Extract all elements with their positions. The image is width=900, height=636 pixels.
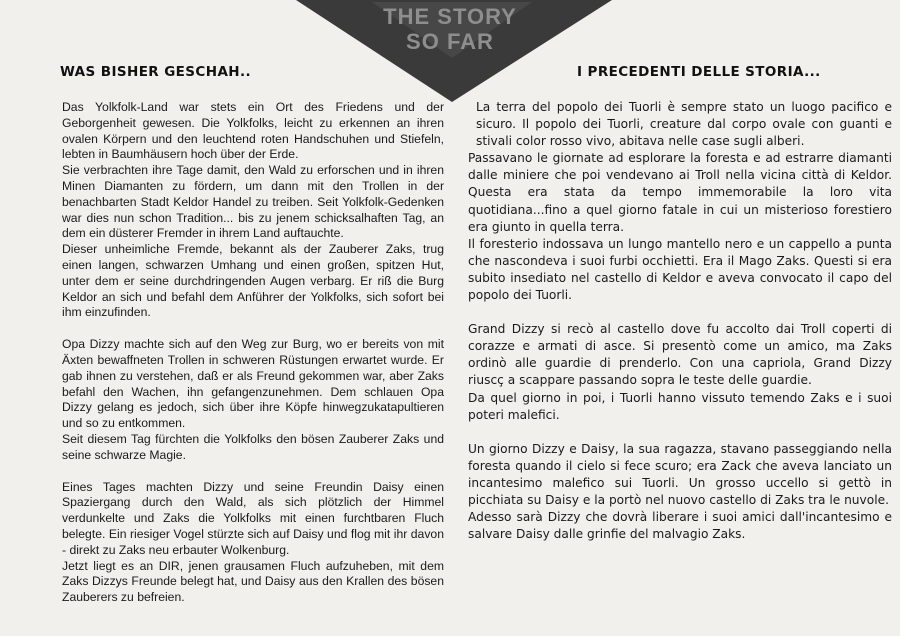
german-paragraph: Eines Tages machten Dizzy und seine Freundin Daisy einen Spaziergang durch den Wald, als sich plötzlich der Himmel verdunkelte und Zaks die Yolkfolks mit einen furchtbaren Fluch belegte. Ein riesiger Vogel stürzte sich auf Daisy und flog mit ihr davon - direkt zu Zaks neu erbauter Wolkenburg. (62, 479, 444, 557)
german-column (62, 100, 444, 606)
italian-paragraph: Il foresterio indossava un lungo mantello nero e un cappello a punta che nascondeva i suoi furbi occhietti. Era il Mago Zaks. Questi si era subito insediato nel castello di Keldor e aveva convocato il capo del popolo dei Tuorli. (468, 236, 892, 303)
italian-paragraph: Passavano le giornate ad esplorare la foresta e ad estrarre diamanti dalle miniere che poi vendevano ai Troll nella vicina città di Keldor. Questa era stata da tempo immemorabile la loro vita quotidiana...fino a quel giorno fatale in cui un misterioso forestiero era giunto in quella terra. (468, 151, 892, 234)
german-paragraph: Das Yolkfolk-Land war stets ein Ort des Friedens und der Geborgenheit gewesen. Die Yolkfolks, leicht zu erkennen an ihren ovalen Körpern und den leuchtend roten Handschuhen und Stiefeln, lebten in Baumhäusern hoch über der Erde. (62, 100, 444, 162)
german-paragraph: Opa Dizzy machte sich auf den Weg zur Burg, wo er bereits von mit Äxten bewaffneten Trollen in schweren Rüstungen erwartet wurde. Er gab ihnen zu verstehen, daß er als Freund gekommen war, aber Zaks befahl den Wachen, ihn gefangenzunehmen. Dem schlauen Opa Dizzy gelang es jedoch, sich über ihre Köpfe hinwegzukatapultieren und so zu entkommen. (62, 337, 444, 431)
italian-column (468, 99, 892, 543)
italian-paragraph: Grand Dizzy si recò al castello dove fu accolto dai Troll coperti di corazze e armati di asce. Si presentò come un amico, ma Zaks ordinò alle guardie di prenderlo. Con una capriola, Grand Dizzy riuscç a scappare passando sopra le teste delle guardie. (468, 322, 892, 388)
german-heading: WAS BISHER GESCHAH.. (60, 64, 252, 80)
italian-paragraph: Un giorno Dizzy e Daisy, la sua ragazza, stavano passeggiando nella foresta quando il cielo si fece scuro; era Zack che aveva lanciato un incantesimo malefico sui Tuorli. Un grosso uccello si gettò in picchiata su Daisy e la portò nel nuovo castello di Zaks tra le nuvole. (468, 441, 892, 507)
italian-heading: I PRECEDENTI DELLE STORIA... (577, 64, 821, 80)
german-paragraph: Jetzt liegt es an DIR, jenen grausamen Fluch aufzuheben, mit dem Zaks Dizzys Freunde belegt hat, und Daisy aus den Krallen des bösen Zauberers zu befreien. (62, 558, 444, 605)
italian-paragraph: La terra del popolo dei Tuorli è sempre stato un luogo pacifico e sicuro. Il popolo dei Tuorli, creature dal corpo ovale con guanti e stivali color rosso vivo, abitava nelle case sugli alberi. (476, 100, 892, 149)
german-paragraph: Sie verbrachten ihre Tage damit, den Wald zu erforschen und in ihren Minen Diamanten zu fördern, um dann mit den Trollen in der benachbarten Stadt Keldor Handel zu treiben. Seit Yolkfolk-Gedenken war dies nun schon Tradition... bis zu jenem schicksalhaften Tag, an dem ein düsterer Fremder in ihrem Land auftauchte. (62, 163, 444, 241)
banner-title: THE STORY SO FAR (383, 4, 517, 54)
german-paragraph: Dieser unheimliche Fremde, bekannt als der Zauberer Zaks, trug einen langen, schwarzen Umhang und einen großen, spitzen Hut, unter dem er seine durchdringenden Augen verbarg. Er riß die Burg Keldor an sich und befahl dem Anführer der Yolkfolks, sich sofort bei ihm einzufinden. (62, 242, 444, 320)
italian-paragraph: Adesso sarà Dizzy che dovrà liberare i suoi amici dall'incantesimo e salvare Daisy dalle grinfie del malvagio Zaks. (468, 510, 892, 542)
italian-paragraph: Da quel giorno in poi, i Tuorli hanno vissuto temendo Zaks e i suoi poteri malefici. (468, 390, 892, 422)
german-paragraph: Seit diesem Tag fürchten die Yolkfolks den bösen Zauberer Zaks und seine schwarze Magie. (62, 431, 444, 462)
